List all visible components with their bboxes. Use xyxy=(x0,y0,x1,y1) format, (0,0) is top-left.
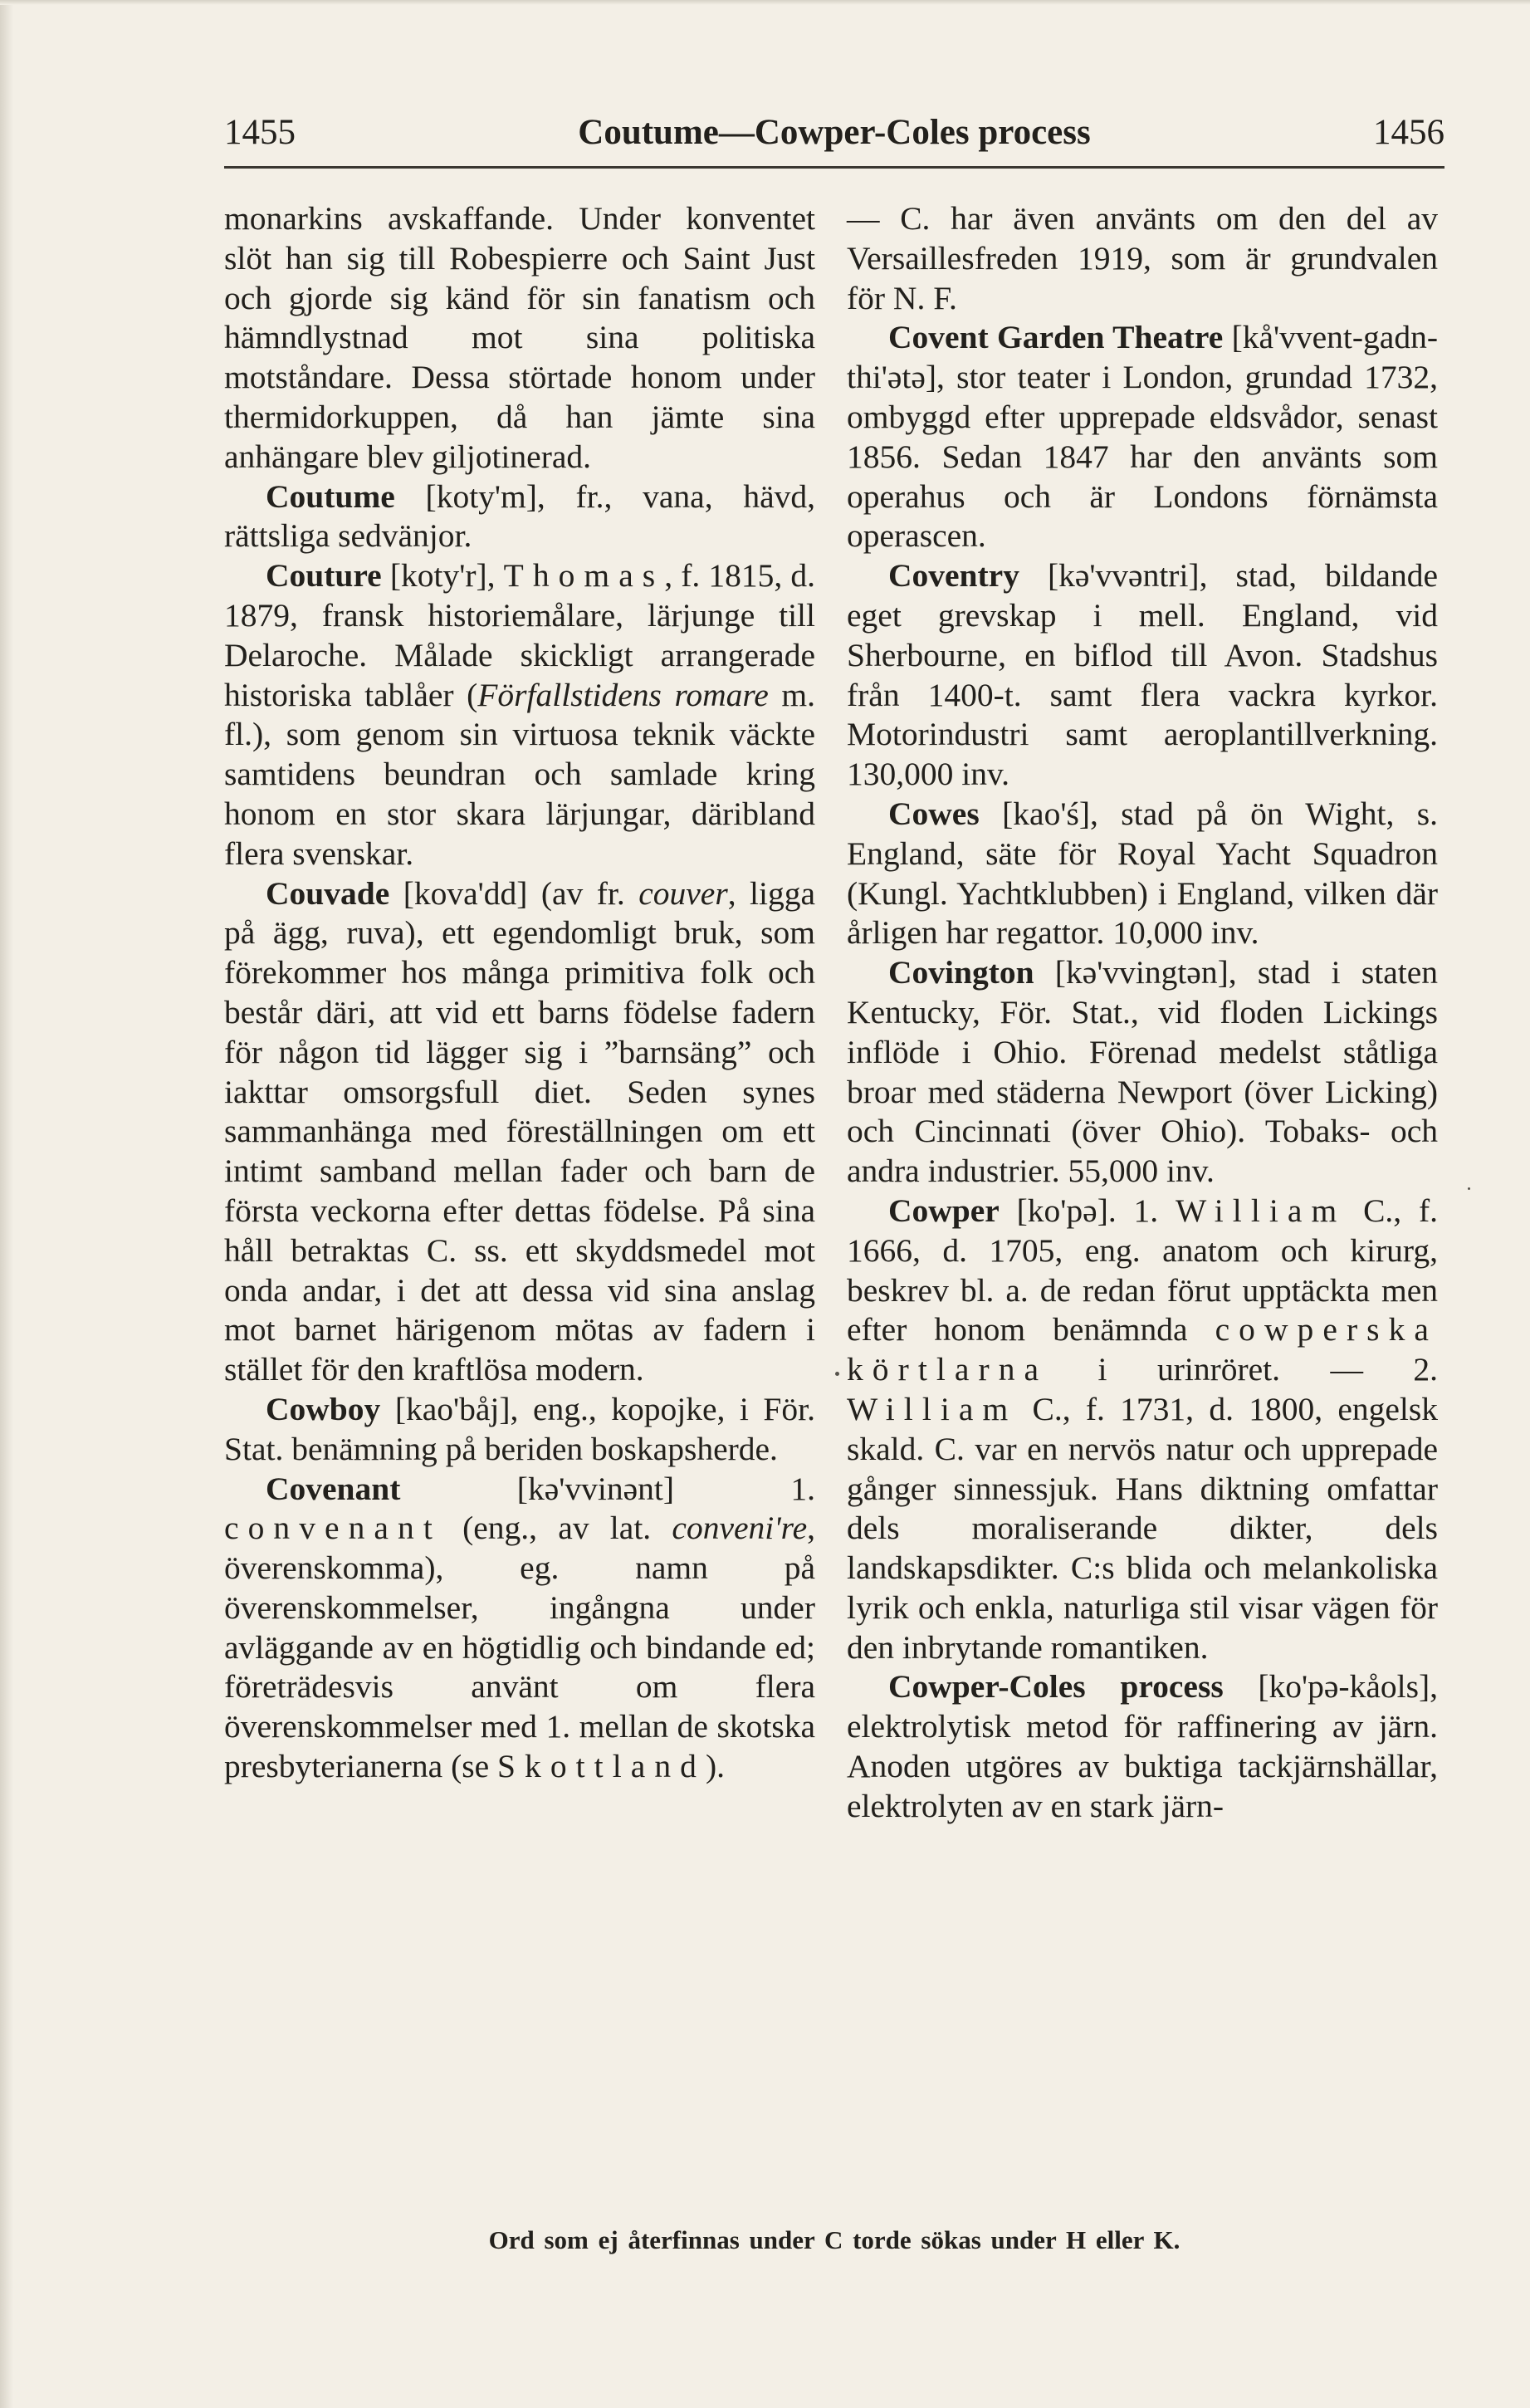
running-head: Coutume—Cowper-Coles process xyxy=(578,113,1091,152)
entry-covent-garden: Covent Garden Theatre [kå'vvent-gadn-thi'ətə], stor teater i London, grundad 1732, ombyggd efter upprepade eldsvådor, senast 1856. Sedan 1847 har den använts som operahus och är Londons förnämsta operascen. xyxy=(847,319,1438,555)
spaced-term: cowperska körtlarna xyxy=(847,1311,1438,1388)
spaced-name: Thomas xyxy=(503,557,665,595)
entry-continuation: monarkins avskaffande. Under konventet slöt han sig till Robespierre och Saint Just och gjorde sig känd för sin fanatism och hämndlystnad mot sina politiska motståndare. Dessa störtade honom under thermidorkuppen, då han jämte sina anhängare blev giljotinerad. xyxy=(224,200,815,475)
page-footer-note: Ord som ej återfinnas under C torde sökas under H eller K. xyxy=(488,2225,1180,2254)
entry-cowper-coles: Cowper-Coles process [ko'pə-kåols], elektrolytisk metod för raffinering av järn. Anoden utgöres av buktiga tackjärnshällar, elektrolyten av en stark järn- xyxy=(847,1668,1438,1824)
entry-cowboy: Cowboy [kao'båj], eng., kopojke, i För. Stat. benämning på beriden boskapsherde. xyxy=(224,1390,815,1467)
headword: Coventry xyxy=(888,557,1019,595)
spaced-name: William xyxy=(847,1390,1018,1427)
headword: Cowes xyxy=(888,795,980,832)
headword: Cowper xyxy=(888,1192,1000,1229)
entry-coutume: Coutume [koty'm], fr., vana, hävd, rättsliga sedvänjor. xyxy=(224,477,815,555)
entry-covington: Covington [kə'vvingtən], stad i staten Kentucky, För. Stat., vid floden Lickings inflöde i Ohio. Förenad medelst ståtliga broar med städerna Newport (över Licking) och Cincinnati (över Ohio). Tobaks- och andra industrier. 55,000 inv. xyxy=(847,954,1438,1190)
etymology: conveni're xyxy=(672,1510,808,1547)
entry-cowper: Cowper [ko'pə]. 1. William C., f. 1666, d. 1705, eng. anatom och kirurg, beskrev bl. a. de redan förut upptäckta men efter honom benämnda cowperska körtlarna i urinröret. — 2. William C., f. 1731, d. 1800, engelsk skald. C. var en nervös natur och upprepade gånger sinnessjuk. Hans diktning omfattar dels moraliserande dikter, dels landskapsdikter. C:s blida och melankoliska lyrik och enkla, naturliga stil visar vägen för den inbrytande romantiken. xyxy=(847,1192,1439,1666)
entry-coventry: Coventry [kə'vvəntri], stad, bildande eget grevskap i mell. England, vid Sherbourne, en biflod till Avon. Stadshus från 1400-t. samt flera vackra kyrkor. Motorindustri samt aeroplantillverkning. 130,000 inv. xyxy=(847,557,1438,793)
entry-couvade: Couvade [kova'dd] (av fr. couver, ligga på ägg, ruva), ett egendomligt bruk, som förekommer hos många primitiva folk och består däri, att vid ett barns födelse fadern för någon tid lägger sig i ”barnsäng” och iakttar omsorgsfull diet. Seden synes sammanhänga med föreställningen om ett intimt samband mellan fader och barn de första veckorna efter dettas födelse. På sina håll betraktas C. ss. ett skyddsmedel mot onda andar, i det att dessa vid sina anslag mot barnet härigenom mötas av fadern i stället för den kraftlösa modern. xyxy=(224,874,815,1388)
work-title: Förfallstidens romare xyxy=(477,676,769,713)
page-number-left: 1455 xyxy=(224,113,296,152)
page-number-right: 1456 xyxy=(1373,113,1444,152)
etymology: couver xyxy=(638,874,728,912)
spaced-name: William xyxy=(1175,1192,1347,1229)
entry-covenant: Covenant [kə'vvinənt] 1. convenant (eng., av lat. conveni're, överenskomma), eg. namn på överenskommelser, ingångna under avläggande av en högtidlig och bindande ed; företrädesvis använt om flera överenskommelser med 1. mellan de skotska presbyterianerna (se Skottland). xyxy=(224,1470,815,1785)
print-speck xyxy=(1468,1187,1470,1190)
page-top-edge xyxy=(0,0,1530,5)
spaced-term: convenant xyxy=(224,1510,442,1547)
cross-reference: Skottland xyxy=(497,1748,706,1785)
header-rule xyxy=(224,166,1444,169)
headword: Cowper-Coles process xyxy=(888,1668,1224,1706)
headword: Couture xyxy=(266,557,382,595)
headword: Covington xyxy=(888,954,1034,991)
entry-continuation: — C. har även använts om den del av Versaillesfreden 1919, som är grundvalen för N. F. xyxy=(847,200,1438,316)
left-column xyxy=(224,199,815,1787)
page-edge-shadow xyxy=(0,0,13,2408)
headword: Coutume xyxy=(266,477,395,515)
headword: Cowboy xyxy=(266,1390,381,1427)
entry-cowes: Cowes [kao'ś], stad på ön Wight, s. England, säte för Royal Yacht Squadron (Kungl. Yachtklubben) i England, vilken där årligen har regattor. 10,000 inv. xyxy=(847,795,1438,952)
page-header xyxy=(224,108,1444,158)
entry-couture: Couture [koty'r], Thomas, f. 1815, d. 1879, fransk historiemålare, lärjunge till Delaroche. Målade skickligt arrangerade historiska tablåer (Förfallstidens romare m. fl.), som genom sin virtuosa teknik väckte samtidens beundran och samlade kring honom en stor skara lärjungar, däribland flera svenskar. xyxy=(224,557,815,872)
print-speck xyxy=(835,1372,839,1376)
right-column xyxy=(847,199,1438,1827)
headword: Covenant xyxy=(266,1470,401,1507)
headword: Covent Garden Theatre xyxy=(888,319,1224,356)
headword: Couvade xyxy=(266,874,390,912)
